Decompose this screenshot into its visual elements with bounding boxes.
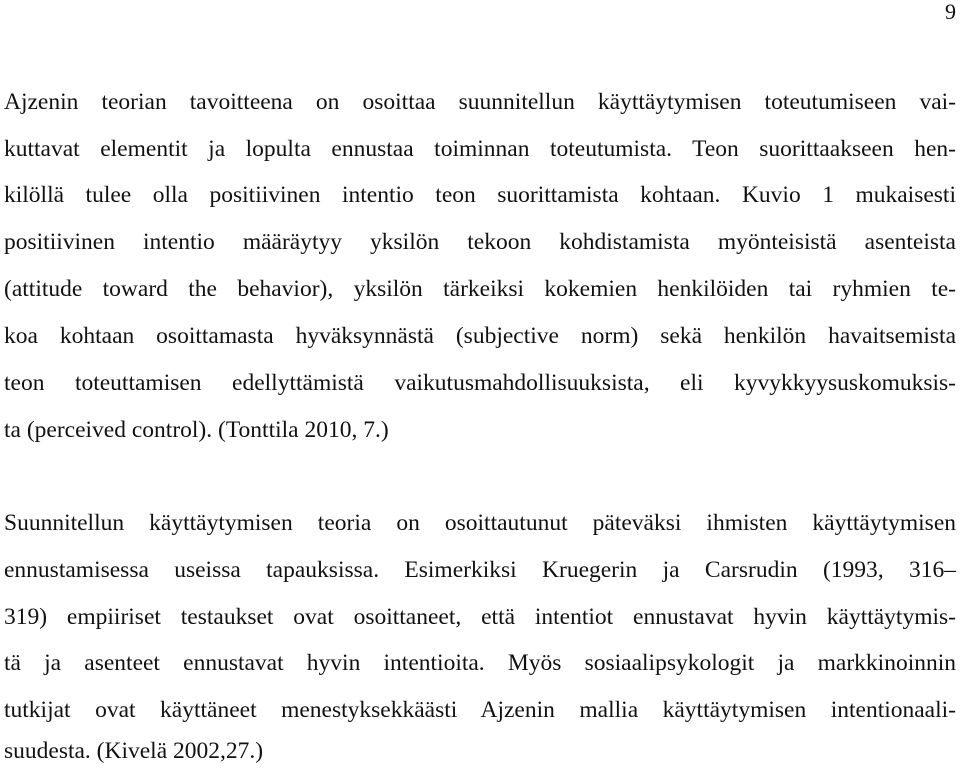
paragraph-line: kilöllä tulee olla positiivinen intentio teon suorittamista kohtaan. Kuvio 1 mukaisesti [4, 182, 956, 208]
paragraph-line: ta (perceived control). (Tonttila 2010, 7.) [4, 417, 389, 443]
paragraph-line: tutkijat ovat käyttäneet menestyksekkäästi Ajzenin mallia käyttäytymisen intentionaali- [4, 697, 956, 723]
paragraph-line: teon toteuttamisen edellyttämistä vaikutusmahdollisuuksista, eli kyvykkyysuskomuksis- [4, 370, 956, 396]
paragraph-line: Suunnitellun käyttäytymisen teoria on osoittautunut päteväksi ihmisten käyttäytymisen [4, 510, 956, 536]
paragraph-line: kuttavat elementit ja lopulta ennustaa toiminnan toteutumista. Teon suorittaakseen hen- [4, 136, 956, 162]
paragraph-line: (attitude toward the behavior), yksilön tärkeiksi kokemien henkilöiden tai ryhmien te- [4, 276, 956, 302]
paragraph-line: koa kohtaan osoittamasta hyväksynnästä (subjective norm) sekä henkilön havaitsemista [4, 323, 956, 349]
paragraph-line: tä ja asenteet ennustavat hyvin intentioita. Myös sosiaalipsykologit ja markkinoinnin [4, 650, 956, 676]
page-number: 9 [945, 0, 956, 24]
paragraph-line: 319) empiiriset testaukset ovat osoittaneet, että intentiot ennustavat hyvin käyttäytymis- [4, 604, 956, 630]
paragraph-line: ennustamisessa useissa tapauksissa. Esimerkiksi Kruegerin ja Carsrudin (1993, 316– [4, 557, 956, 583]
paragraph-line: Ajzenin teorian tavoitteena on osoittaa suunnitellun käyttäytymisen toteutumiseen vai- [4, 89, 956, 115]
paragraph-line: suudesta. (Kivelä 2002,27.) [4, 738, 264, 764]
paragraph-line: positiivinen intentio määräytyy yksilön tekoon kohdistamista myönteisistä asenteista [4, 229, 956, 255]
